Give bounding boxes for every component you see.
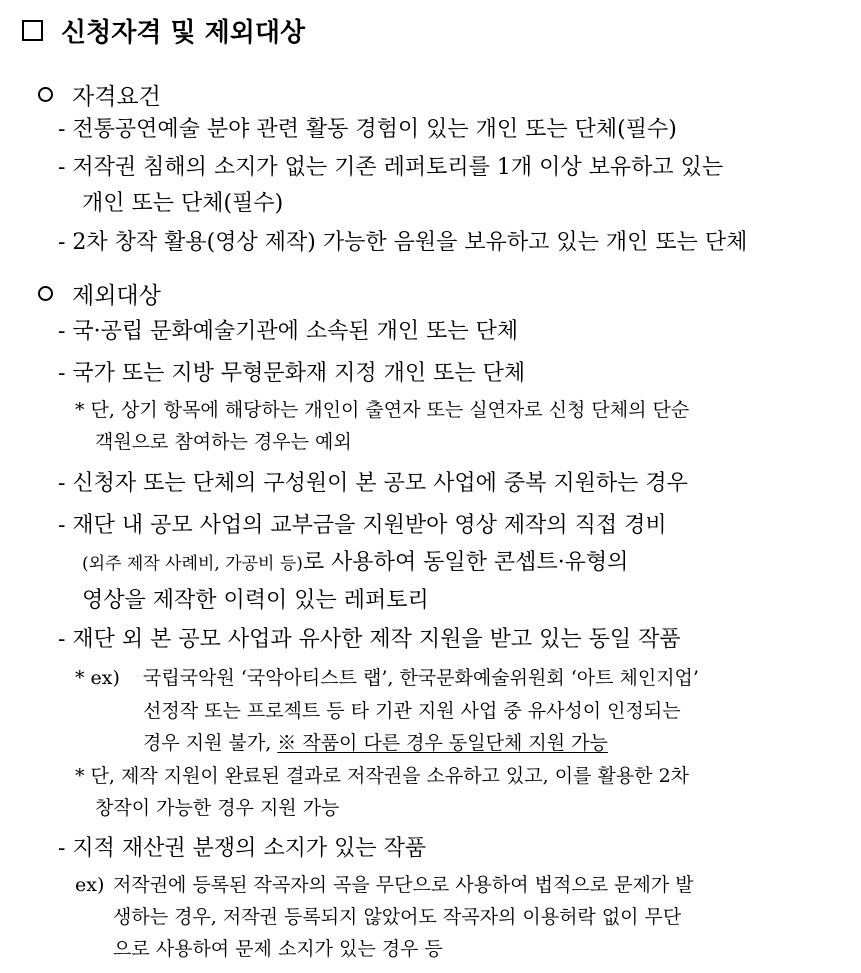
exclusion-example-2: 저작권에 등록된 작곡자의 곡을 무단으로 사용하여 법적으로 문제가 발 xyxy=(113,874,694,896)
section-title xyxy=(22,12,305,49)
exclusion-item-6: - 지적 재산권 분쟁의 소지가 있는 작품 xyxy=(58,836,427,861)
subsection-exclusion xyxy=(38,277,161,310)
subsection-eligibility-title: 자격요건 xyxy=(72,84,161,110)
exclusion-item-4: - 재단 내 공모 사업의 교부금을 지원받아 영상 제작의 직접 경비 xyxy=(58,513,667,538)
exclusion-note-2-cont: 창작이 가능한 경우 지원 가능 xyxy=(95,797,340,819)
exclusion-note-1-cont: 객원으로 참여하는 경우는 예외 xyxy=(95,431,352,453)
exclusion-item-4-paren: (외주 제작 사례비, 가공비 등) xyxy=(82,554,303,574)
eligibility-item-3: - 2차 창작 활용(영상 제작) 가능한 음원을 보유하고 있는 개인 또는 단체 xyxy=(58,230,748,255)
exclusion-item-4-cont xyxy=(82,552,628,574)
exclusion-example-2-label: ex) xyxy=(75,874,105,896)
exclusion-item-5: - 재단 외 본 공모 사업과 유사한 제작 지원을 받고 있는 동일 작품 xyxy=(58,627,681,652)
eligibility-item-1: - 전통공연예술 분야 관련 활동 경험이 있는 개인 또는 단체(필수) xyxy=(58,117,677,142)
checkbox-square-icon xyxy=(22,20,43,41)
exclusion-item-1: - 국·공립 문화예술기관에 소속된 개인 또는 단체 xyxy=(58,319,519,344)
eligibility-item-2: - 저작권 침해의 소지가 없는 기존 레퍼토리를 1개 이상 보유하고 있는 xyxy=(58,155,724,180)
exclusion-example-1-cont2 xyxy=(143,734,608,753)
section-title-text: 신청자격 및 제외대상 xyxy=(61,18,306,48)
exclusion-item-4-rest: 로 사용하여 동일한 콘셉트·유형의 xyxy=(302,550,629,575)
exclusion-note-2: * 단, 제작 지원이 완료된 결과로 저작권을 소유하고 있고, 이를 활용한 2차 xyxy=(75,765,690,787)
exclusion-note-1: * 단, 상기 항목에 해당하는 개인이 출연자 또는 실연자로 신청 단체의 단순 xyxy=(75,399,690,421)
exclusion-item-2: - 국가 또는 지방 무형문화재 지정 개인 또는 단체 xyxy=(58,361,526,386)
subsection-eligibility xyxy=(38,78,161,111)
exclusion-example-2-cont: 생하는 경우, 저작권 등록되지 않았어도 작곡자의 이용허락 없이 무단 xyxy=(113,906,682,928)
exclusion-item-4-cont2: 영상을 제작한 이력이 있는 레퍼토리 xyxy=(82,588,429,613)
exclusion-example-2-cont2: 으로 사용하여 문제 소지가 있는 경우 등 xyxy=(113,938,443,960)
exclusion-example-1: 국립국악원 ‘국악아티스트 랩’, 한국문화예술위원회 ‘아트 체인지업’ xyxy=(143,667,699,689)
circle-bullet-icon xyxy=(38,87,53,102)
exclusion-example-1-underlined: ※ 작품이 다른 경우 동일단체 지원 가능 xyxy=(277,732,608,754)
exclusion-example-1-label: * ex) xyxy=(75,667,120,689)
exclusion-example-1-prefix: 경우 지원 불가, xyxy=(143,732,278,754)
exclusion-example-1-cont: 선정작 또는 프로젝트 등 타 기관 지원 사업 중 유사성이 인정되는 xyxy=(143,700,681,722)
subsection-exclusion-title: 제외대상 xyxy=(72,283,161,309)
circle-bullet-icon xyxy=(38,286,53,301)
exclusion-item-3: - 신청자 또는 단체의 구성원이 본 공모 사업에 중복 지원하는 경우 xyxy=(58,471,688,496)
eligibility-item-2-cont: 개인 또는 단체(필수) xyxy=(82,191,284,216)
